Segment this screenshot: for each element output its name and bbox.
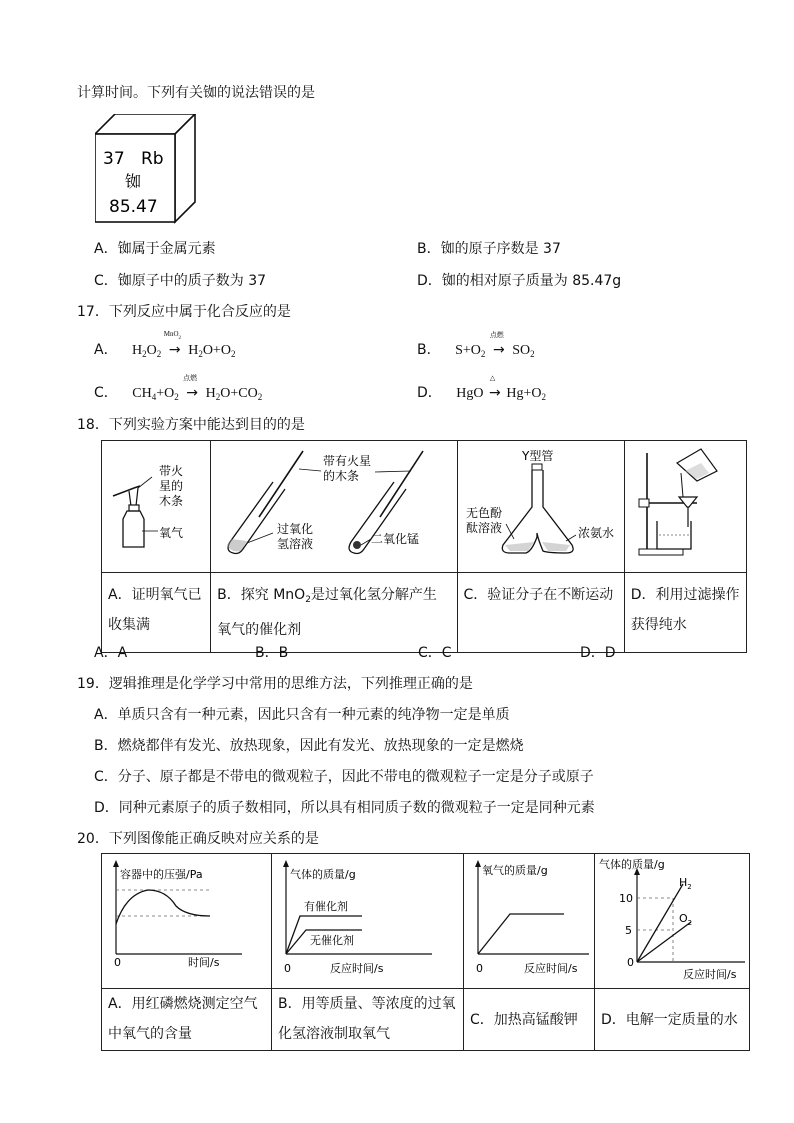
- series-label-no-catalyst: 无催化剂: [310, 934, 354, 947]
- element-mass: 85.47: [109, 197, 158, 217]
- option-label: B．: [417, 342, 441, 358]
- ammonia-label: 浓氨水: [577, 526, 614, 540]
- q20-caption-b: B．用等质量、等浓度的过氧化氢溶液制取氧气: [272, 989, 464, 1051]
- option-label: C．: [94, 385, 118, 401]
- q18-experiment-table: [101, 440, 747, 653]
- q20-caption-d: D．电解一定质量的水: [595, 989, 750, 1051]
- q17-option-a[interactable]: A． $H_2O_2$ MnO$_2$ → $H_2O+O_2$: [94, 330, 236, 359]
- q19-option-c[interactable]: C．分子、原子都是不带电的微观粒子，因此不带电的微观粒子一定是分子或原子: [94, 769, 594, 785]
- origin-label: 0: [476, 962, 483, 975]
- splint-label-1: 带火: [159, 464, 184, 478]
- x-axis-label: 反应时间/s: [330, 962, 384, 975]
- q18-figure-d: [624, 441, 746, 573]
- q19-option-b[interactable]: B．燃烧都伴有发光、放热现象，因此有发光、放热现象的一定是燃烧: [94, 738, 524, 754]
- q18-figure-a: [102, 441, 211, 573]
- q18-stem: 18．下列实验方案中能达到目的的是: [77, 417, 305, 433]
- y-tick-5: 5: [625, 924, 632, 937]
- q20-caption-c: C．加热高锰酸钾: [464, 989, 595, 1051]
- y-axis-label: 容器中的压强/Pa: [120, 868, 203, 881]
- splint-label-2: 的木条: [323, 469, 360, 483]
- element-number: 37: [103, 149, 125, 169]
- origin-label: 0: [114, 956, 121, 969]
- x-axis-label: 时间/s: [188, 956, 220, 969]
- q20-graph-table: [101, 853, 750, 1051]
- q19-option-a[interactable]: A．单质只含有一种元素，因此只含有一种元素的纯净物一定是单质: [94, 707, 510, 723]
- q18-answer-a[interactable]: A．A: [94, 645, 128, 661]
- splint-label-1: 带有火星: [323, 454, 372, 468]
- q19-stem: 19．逻辑推理是化学学习中常用的思维方法，下列推理正确的是: [77, 676, 473, 692]
- q17-option-c[interactable]: C． $CH_4+O_2$ 点燃 → $H_2O+CO_2$: [94, 374, 263, 402]
- q18-answer-c[interactable]: C．C: [418, 645, 452, 661]
- q20-graph-a: [102, 854, 272, 989]
- q18-caption-c: C．验证分子在不断运动: [457, 573, 624, 653]
- phenolphthalein-label-1: 无色酚: [465, 506, 502, 520]
- question-intro: 计算时间。下列有关铷的说法错误的是: [77, 85, 315, 101]
- q18-answer-d[interactable]: D．D: [580, 645, 616, 661]
- solution-label-1: 过氧化: [277, 522, 314, 536]
- oxygen-label: 氧气: [159, 526, 184, 540]
- q20-graph-b: [272, 854, 464, 989]
- splint-label-3: 木条: [159, 494, 184, 508]
- x-axis-label: 反应时间/s: [524, 962, 578, 975]
- q18-caption-a: A．证明氧气已收集满: [102, 573, 211, 653]
- q18-caption-d: D．利用过滤操作获得纯水: [624, 573, 746, 653]
- q18-figure-c: [457, 441, 624, 573]
- q18-figure-b: [211, 441, 457, 573]
- catalyst-label: 二氧化锰: [371, 532, 420, 546]
- origin-label: 0: [284, 962, 291, 975]
- q18-caption-b: B．探究 MnO$_2$是过氧化氢分解产生氧气的催化剂: [211, 573, 457, 653]
- q16-option-d[interactable]: D．铷的相对原子质量为 85.47g: [417, 273, 622, 289]
- q19-option-d[interactable]: D．同种元素原子的质子数相同，所以具有相同质子数的微观粒子一定是同种元素: [94, 800, 595, 816]
- y-tube-title: Y型管: [521, 449, 553, 463]
- q20-graph-d: [595, 854, 750, 989]
- q16-option-c[interactable]: C．铷原子中的质子数为 37: [94, 273, 267, 289]
- q16-option-b[interactable]: B．铷的原子序数是 37: [417, 241, 561, 257]
- q17-option-d[interactable]: D． HgO △ → $Hg+O_2$: [417, 374, 546, 402]
- y-axis-label: 氧气的质量/g: [482, 864, 548, 877]
- y-axis-label: 气体的质量/g: [290, 868, 356, 881]
- condition-label: 点燃: [183, 374, 198, 382]
- q16-option-a[interactable]: A．铷属于金属元素: [94, 241, 216, 257]
- heat-symbol: △: [489, 374, 496, 382]
- condition-label: 点燃: [489, 331, 504, 339]
- o2-series-label: $O_2$: [679, 912, 693, 927]
- phenolphthalein-label-2: 酞溶液: [465, 521, 502, 535]
- q17-option-b[interactable]: B． $S+O_2$ 点燃 → $SO_2$: [417, 331, 535, 359]
- element-symbol: Rb: [141, 149, 164, 169]
- q20-graph-c: [464, 854, 595, 989]
- y-tick-10: 10: [619, 892, 633, 905]
- option-label: D．: [417, 385, 442, 401]
- h2-series-label: $H_2$: [679, 876, 692, 891]
- element-name: 铷: [125, 172, 142, 191]
- origin-label: 0: [627, 956, 634, 969]
- q18-answer-b[interactable]: B．B: [255, 645, 289, 661]
- x-axis-label: 反应时间/s: [683, 968, 737, 981]
- solution-label-2: 氢溶液: [277, 537, 314, 551]
- catalyst-label: MnO: [163, 330, 179, 338]
- series-label-catalyst: 有催化剂: [304, 900, 348, 913]
- y-axis-label: 气体的质量/g: [599, 858, 665, 871]
- q17-stem: 17．下列反应中属于化合反应的是: [77, 304, 291, 320]
- element-card: [95, 114, 205, 224]
- option-label: A．: [94, 342, 118, 358]
- q20-caption-a: A．用红磷燃烧测定空气中氧气的含量: [102, 989, 272, 1051]
- q20-stem: 20．下列图像能正确反映对应关系的是: [77, 831, 319, 847]
- splint-label-2: 星的: [159, 479, 184, 493]
